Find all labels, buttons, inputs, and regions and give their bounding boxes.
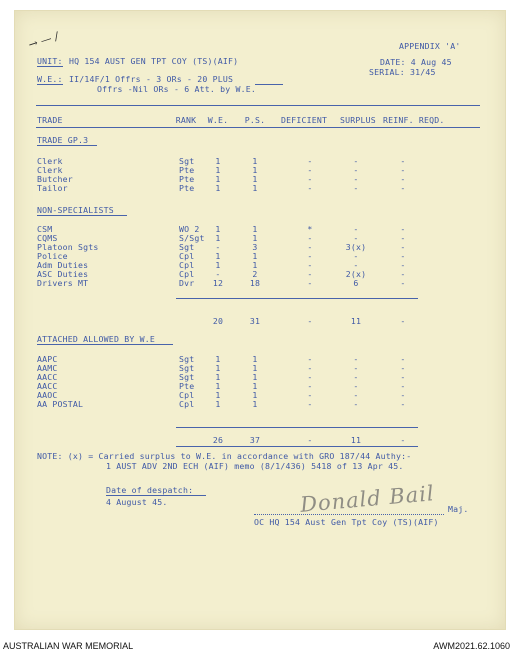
grand-total-we: 26 (212, 435, 224, 445)
table-row-we: 1 (215, 156, 221, 166)
subtotal-rule (176, 298, 418, 299)
header-bottom-rule (36, 127, 480, 128)
table-row-ps: 1 (252, 381, 258, 391)
table-row-trade: Police (37, 251, 68, 261)
table-row-ps: 1 (252, 363, 258, 373)
table-row-surplus: - (353, 224, 359, 234)
table-row-trade: AA POSTAL (37, 399, 84, 409)
subtotal-we: 20 (212, 316, 224, 326)
table-row-we: 1 (215, 224, 221, 234)
table-row-surplus: 2(x) (345, 269, 367, 279)
unit-value: HQ 154 AUST GEN TPT COY (TS)(AIF) (69, 56, 239, 66)
table-row-trade: CQMS (37, 233, 58, 243)
table-row-ps: 1 (252, 183, 258, 193)
despatch-label: Date of despatch: (106, 485, 194, 495)
we-line-2: Offrs -Nil ORs - 6 Att. by W.E. (97, 84, 257, 94)
table-row-surplus: - (353, 251, 359, 261)
we-line-1: II/14F/1 Offrs - 3 ORs - 20 PLUS (69, 74, 234, 84)
signature-line (254, 514, 444, 515)
table-row-deficient: - (307, 233, 313, 243)
table-row-reinf: - (400, 183, 406, 193)
table-row-reinf: - (400, 363, 406, 373)
table-row-reinf: - (400, 278, 406, 288)
table-row-reinf: - (400, 381, 406, 391)
table-row-ps: 18 (249, 278, 261, 288)
table-row-we: 1 (215, 183, 221, 193)
table-row-reinf: - (400, 354, 406, 364)
table-row-reinf: - (400, 251, 406, 261)
table-row-ps: 1 (252, 224, 258, 234)
table-row-reinf: - (400, 233, 406, 243)
archive-footer (0, 640, 514, 653)
report-serial: SERIAL: 31/45 (369, 67, 436, 77)
signature: Donald Bail (299, 481, 436, 517)
table-row-trade: Tailor (37, 183, 68, 193)
table-row-deficient: - (307, 354, 313, 364)
table-row-we: 1 (215, 381, 221, 391)
table-row-reinf: - (400, 165, 406, 175)
table-row-ps: 1 (252, 251, 258, 261)
table-row-rank: Dvr (179, 278, 195, 288)
table-row-we: 1 (215, 251, 221, 261)
table-row-we: 1 (215, 174, 221, 184)
table-row-we: 1 (215, 354, 221, 364)
col-header-trade: TRADE (37, 115, 63, 125)
table-row-deficient: - (307, 251, 313, 261)
table-row-trade: AACC (37, 381, 58, 391)
col-header-ps: P.S. (244, 115, 266, 125)
subtotal-reinf: - (400, 316, 406, 326)
table-row-rank: Sgt (179, 156, 195, 166)
table-row-deficient: - (307, 381, 313, 391)
report-date: DATE: 4 Aug 45 (380, 57, 452, 67)
table-row-rank: Sgt (179, 363, 195, 373)
appendix-label: APPENDIX 'A' (399, 41, 461, 51)
table-row-rank: Sgt (179, 354, 195, 364)
table-row-reinf: - (400, 399, 406, 409)
col-header-deficient: DEFICIENT (281, 115, 328, 125)
table-row-reinf: - (400, 372, 406, 382)
note-line-2: 1 AUST ADV 2ND ECH (AIF) memo (8/1/436) 5418 of 13 Apr 45. (106, 461, 404, 471)
table-row-surplus: - (353, 363, 359, 373)
table-row-surplus: 6 (353, 278, 359, 288)
subtotal-deficient: - (307, 316, 313, 326)
table-row-rank: Cpl (179, 399, 195, 409)
table-row-rank: Pte (179, 183, 195, 193)
col-header-rank: RANK (175, 115, 197, 125)
we-label: W.E.: (37, 74, 63, 84)
table-row-rank: Pte (179, 165, 195, 175)
table-row-we: 1 (215, 233, 221, 243)
table-row-rank: Cpl (179, 251, 195, 261)
table-row-surplus: - (353, 390, 359, 400)
table-row-ps: 1 (252, 156, 258, 166)
despatch-underline (106, 495, 206, 496)
signatory-rank: Maj. (448, 504, 469, 514)
table-row-trade: AACC (37, 372, 58, 382)
table-row-we: 1 (215, 363, 221, 373)
table-row-rank: Pte (179, 174, 195, 184)
table-row-reinf: - (400, 156, 406, 166)
table-row-deficient: - (307, 174, 313, 184)
table-row-deficient: - (307, 372, 313, 382)
table-row-ps: 1 (252, 260, 258, 270)
table-row-ps: 3 (252, 242, 258, 252)
table-row-deficient: - (307, 165, 313, 175)
table-row-ps: 1 (252, 233, 258, 243)
table-row-surplus: - (353, 174, 359, 184)
table-row-rank: WO 2 (179, 224, 200, 234)
table-row-surplus: - (353, 372, 359, 382)
table-row-trade: Butcher (37, 174, 73, 184)
table-row-surplus: - (353, 233, 359, 243)
grand-total-surplus: 11 (350, 435, 362, 445)
table-row-ps: 1 (252, 399, 258, 409)
table-row-we: 1 (215, 165, 221, 175)
group-title-underline (37, 344, 173, 345)
table-row-deficient: - (307, 269, 313, 279)
group-title-trade-gp3: TRADE GP.3 (37, 135, 89, 145)
subtotal-surplus: 11 (350, 316, 362, 326)
table-row-trade: ASC Duties (37, 269, 89, 279)
col-header-surplus: SURPLUS (340, 115, 376, 125)
we-underline (37, 84, 63, 85)
table-row-ps: 1 (252, 372, 258, 382)
grand-total-rule (176, 427, 418, 428)
unit-underline (37, 66, 63, 67)
table-row-reinf: - (400, 242, 406, 252)
table-row-reinf: - (400, 174, 406, 184)
table-row-surplus: - (353, 399, 359, 409)
table-row-trade: AAOC (37, 390, 58, 400)
table-row-deficient: * (307, 224, 313, 234)
table-row-trade: AAPC (37, 354, 58, 364)
table-row-deficient: - (307, 156, 313, 166)
despatch-date: 4 August 45. (106, 497, 168, 507)
table-row-trade: AAMC (37, 363, 58, 373)
table-row-rank: Sgt (179, 372, 195, 382)
table-row-rank: Cpl (179, 269, 195, 279)
header-top-rule (36, 105, 480, 106)
table-row-trade: Adm Duties (37, 260, 89, 270)
table-row-rank: Cpl (179, 390, 195, 400)
table-row-trade: Drivers MT (37, 278, 89, 288)
table-row-we: - (215, 269, 221, 279)
table-row-ps: 2 (252, 269, 258, 279)
table-row-deficient: - (307, 183, 313, 193)
table-row-reinf: - (400, 269, 406, 279)
table-row-surplus: - (353, 156, 359, 166)
table-row-rank: Pte (179, 381, 195, 391)
group-title-attached: ATTACHED ALLOWED BY W.E (37, 334, 155, 344)
footer-accession-number: AWM2021.62.1060 (433, 641, 510, 651)
corner-pencil-mark: → — / (26, 29, 61, 52)
subtotal-ps: 31 (249, 316, 261, 326)
table-row-trade: Clerk (37, 156, 63, 166)
table-row-we: 1 (215, 260, 221, 270)
table-row-we: 1 (215, 390, 221, 400)
table-row-deficient: - (307, 260, 313, 270)
table-row-we: 1 (215, 372, 221, 382)
table-row-trade: Clerk (37, 165, 63, 175)
table-row-rank: S/Sgt (179, 233, 205, 243)
table-row-surplus: - (353, 183, 359, 193)
table-row-deficient: - (307, 242, 313, 252)
table-row-rank: Cpl (179, 260, 195, 270)
table-row-deficient: - (307, 399, 313, 409)
table-row-we: 1 (215, 399, 221, 409)
note-line-1: NOTE: (x) = Carried surplus to W.E. in accordance with GRO 187/44 Authy:- (37, 451, 412, 461)
footer-archive-name: AUSTRALIAN WAR MEMORIAL (3, 641, 134, 651)
col-header-reinf: REINF. REQD. (383, 115, 445, 125)
table-row-surplus: 3(x) (345, 242, 367, 252)
grand-total-reinf: - (400, 435, 406, 445)
group-title-non-specialists: NON-SPECIALISTS (37, 205, 114, 215)
grand-total-bottom-rule (176, 446, 418, 447)
plus-underline (255, 84, 283, 85)
table-row-ps: 1 (252, 165, 258, 175)
table-row-ps: 1 (252, 390, 258, 400)
grand-total-deficient: - (307, 435, 313, 445)
table-row-reinf: - (400, 260, 406, 270)
table-row-surplus: - (353, 165, 359, 175)
table-row-deficient: - (307, 390, 313, 400)
col-header-we: W.E. (207, 115, 229, 125)
unit-label: UNIT: (37, 56, 63, 66)
table-row-surplus: - (353, 260, 359, 270)
table-row-surplus: - (353, 354, 359, 364)
group-title-underline (37, 145, 97, 146)
table-row-deficient: - (307, 278, 313, 288)
table-row-ps: 1 (252, 354, 258, 364)
table-row-we: - (215, 242, 221, 252)
table-row-deficient: - (307, 363, 313, 373)
table-row-trade: Platoon Sgts (37, 242, 99, 252)
table-row-rank: Sgt (179, 242, 195, 252)
grand-total-ps: 37 (249, 435, 261, 445)
group-title-underline (37, 215, 127, 216)
table-row-trade: CSM (37, 224, 53, 234)
table-row-surplus: - (353, 381, 359, 391)
table-row-reinf: - (400, 224, 406, 234)
table-row-we: 12 (212, 278, 224, 288)
signatory-title: OC HQ 154 Aust Gen Tpt Coy (TS)(AIF) (254, 517, 439, 527)
table-row-ps: 1 (252, 174, 258, 184)
table-row-reinf: - (400, 390, 406, 400)
